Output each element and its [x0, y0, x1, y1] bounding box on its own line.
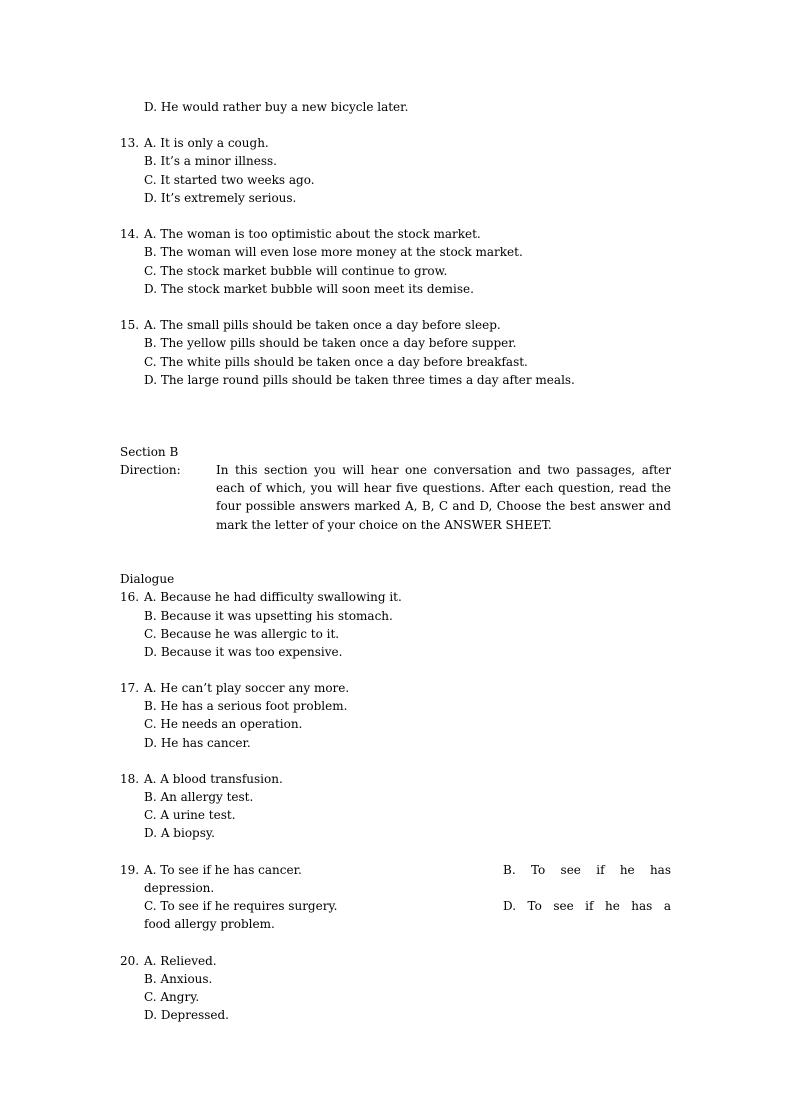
q15-option-d: D. The large round pills should be taken three times a day after meals.: [144, 373, 575, 387]
q16-option-c: C. Because he was allergic to it.: [144, 627, 340, 641]
dialogue-label: Dialogue: [120, 572, 175, 586]
question-number: 15.: [120, 318, 140, 332]
q13-option-b: B. It’s a minor illness.: [144, 154, 277, 168]
option-text: A. Relieved.: [144, 954, 217, 968]
q20-option-d: D. Depressed.: [144, 1008, 229, 1022]
question-number: 13.: [120, 136, 140, 150]
q17-option-b: B. He has a serious foot problem.: [144, 699, 348, 713]
q19-option-b: B. To see if he has: [503, 863, 671, 877]
option-text: A. The small pills should be taken once a day before sleep.: [144, 318, 501, 332]
option-text: A. He can’t play soccer any more.: [144, 681, 350, 695]
question-number: 16.: [120, 590, 140, 604]
q19-option-d-continued: food allergy problem.: [144, 917, 275, 931]
q15-option-b: B. The yellow pills should be taken once a day before supper.: [144, 336, 517, 350]
q14-option-a: [120, 225, 481, 243]
option-text: A. The woman is too optimistic about the stock market.: [144, 227, 481, 241]
q16-option-a: [120, 588, 402, 606]
q13-option-a: [120, 134, 269, 152]
q18-option-c: C. A urine test.: [144, 808, 236, 822]
section-title: Section B: [120, 445, 179, 459]
q16-option-d: D. Because it was too expensive.: [144, 645, 343, 659]
q18-option-a: [120, 770, 283, 788]
direction-text: In this section you will hear one conversation and two passages, after each of which, you will hear five questions. After each question, read the four possible answers marked A, B, C and D, Choose the best answer and mark the letter of your choice on the ANSWER SHEET.: [216, 463, 671, 532]
option-text: A. A blood transfusion.: [144, 772, 283, 786]
q20-option-a: [120, 952, 217, 970]
q20-option-c: C. Angry.: [144, 990, 200, 1004]
q19-option-b-continued: depression.: [144, 881, 215, 895]
q16-option-b: B. Because it was upsetting his stomach.: [144, 609, 393, 623]
option-text: A. Because he had difficulty swallowing it.: [144, 590, 402, 604]
q14-option-d: D. The stock market bubble will soon meet its demise.: [144, 282, 474, 296]
q15-option-a: [120, 316, 501, 334]
q15-option-c: C. The white pills should be taken once a day before breakfast.: [144, 355, 528, 369]
q18-option-b: B. An allergy test.: [144, 790, 254, 804]
q13-option-c: C. It started two weeks ago.: [144, 173, 315, 187]
direction-label: Direction:: [120, 463, 181, 477]
q14-option-b: B. The woman will even lose more money at the stock market.: [144, 245, 523, 259]
q19-option-a: [120, 861, 302, 879]
question-number: 17.: [120, 681, 140, 695]
question-number: 20.: [120, 954, 140, 968]
option-text: A. To see if he has cancer.: [144, 863, 302, 877]
q19-option-c: C. To see if he requires surgery.: [144, 899, 338, 913]
option-text: A. It is only a cough.: [144, 136, 269, 150]
q17-option-a: [120, 679, 349, 697]
q18-option-d: D. A biopsy.: [144, 826, 215, 840]
q14-option-c: C. The stock market bubble will continue to grow.: [144, 264, 448, 278]
q17-option-d: D. He has cancer.: [144, 736, 251, 750]
q20-option-b: B. Anxious.: [144, 972, 213, 986]
question-number: 19.: [120, 863, 140, 877]
q13-option-d: D. It’s extremely serious.: [144, 191, 297, 205]
q12-option-d: D. He would rather buy a new bicycle later.: [144, 100, 409, 114]
q19-option-d: D. To see if he has a: [503, 899, 671, 913]
question-number: 18.: [120, 772, 140, 786]
q17-option-c: C. He needs an operation.: [144, 717, 303, 731]
question-number: 14.: [120, 227, 140, 241]
